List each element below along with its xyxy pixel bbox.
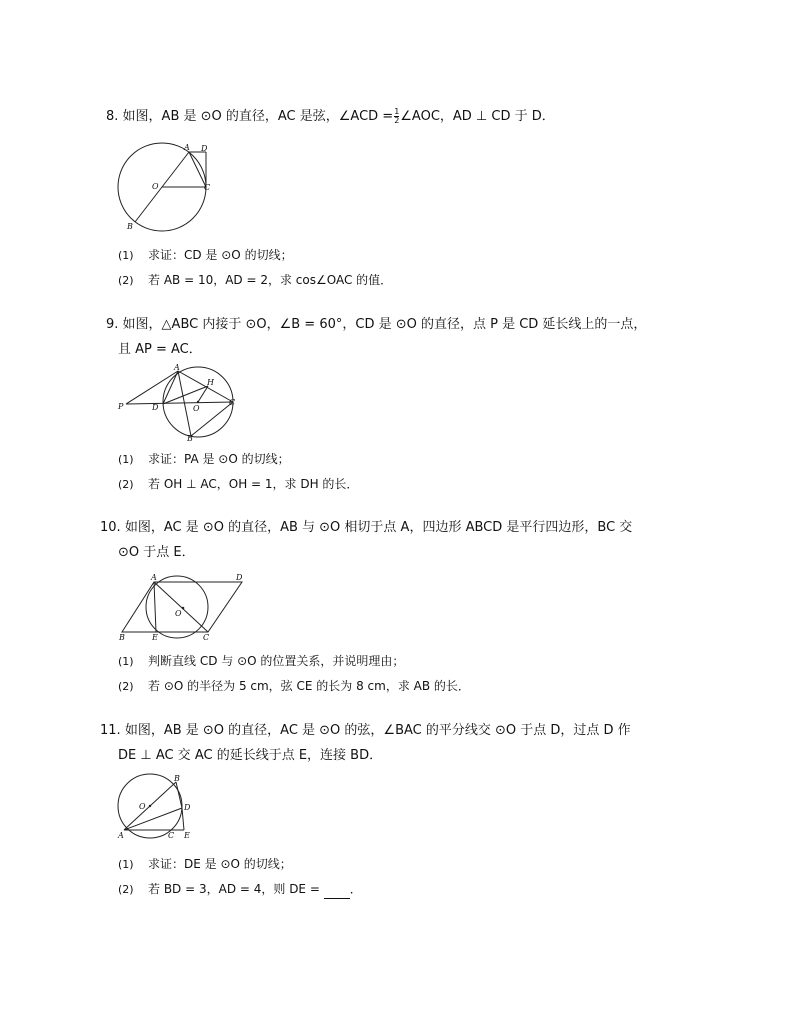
chord-ac — [189, 152, 206, 187]
question-10-figure — [112, 570, 262, 642]
question-8-figure — [112, 140, 216, 232]
label-c: C — [168, 831, 175, 840]
label-b: B — [127, 222, 133, 231]
question-number: 8. — [106, 109, 119, 124]
label-a: A — [184, 143, 190, 152]
label-d: D — [184, 803, 191, 812]
question-10-stem-line-1: 10. 如图，AC 是 ⊙O 的直径，AB 与 ⊙O 相切于点 A，四边形 ABCD 是平行四边形，BC 交 — [100, 520, 633, 535]
question-number: 10. — [100, 520, 121, 535]
label-b: B — [174, 774, 180, 783]
center-dot — [182, 607, 185, 610]
question-number: 11. — [100, 723, 121, 738]
question-8-part-2: (2) 若 AB = 10，AD = 2，求 cos∠OAC 的值． — [118, 273, 393, 287]
label-c: C — [203, 633, 210, 642]
stem-text-b: ∠AOC，AD ⊥ CD 于 D． — [400, 109, 555, 124]
question-11-part-2: (2) 若 BD = 3，AD = 4，则 DE = ． — [118, 880, 362, 899]
label-o: O — [152, 182, 159, 191]
label-p: P — [118, 402, 124, 411]
label-b: B — [119, 633, 125, 642]
question-11-figure — [112, 772, 202, 844]
answer-blank[interactable] — [324, 885, 350, 899]
fraction-half: $\frac{1}{2}$ — [394, 107, 400, 125]
line-pc — [126, 402, 233, 404]
diameter-ac — [154, 582, 208, 632]
label-o: O — [193, 404, 200, 413]
question-9-part-1: (1) 求证：PA 是 ⊙O 的切线； — [118, 452, 290, 466]
question-number: 9. — [106, 317, 119, 332]
label-d: D — [236, 573, 243, 582]
question-9-stem-line-1: 9. 如图，△ABC 内接于 ⊙O，∠B = 60°，CD 是 ⊙O 的直径，点 P 是 CD 延长线上的一点， — [106, 317, 647, 332]
segment-ae — [154, 582, 156, 632]
label-h: H — [207, 378, 214, 387]
label-d: D — [201, 144, 208, 153]
question-9-stem-line-2: 且 AP = AC． — [118, 342, 202, 357]
label-e: E — [152, 633, 158, 642]
question-8-part-1: (1) 求证：CD 是 ⊙O 的切线； — [118, 248, 293, 262]
label-c: C — [229, 398, 236, 407]
question-8-stem — [106, 108, 555, 126]
question-11-stem-line-1: 11. 如图，AB 是 ⊙O 的直径，AC 是 ⊙O 的弦，∠BAC 的平分线交 ⊙O 于点 D，过点 D 作 — [100, 723, 631, 738]
label-c: C — [204, 183, 211, 192]
segment-bd — [176, 782, 182, 808]
label-o: O — [175, 609, 182, 618]
label-e: E — [184, 831, 190, 840]
label-o: O — [139, 802, 146, 811]
question-10-stem-line-2: ⊙O 于点 E． — [118, 545, 195, 560]
segment-ab — [178, 371, 191, 436]
label-d: D — [152, 403, 159, 412]
stem-text-a: 如图，AB 是 ⊙O 的直径，AC 是弦，∠ACD = — [122, 109, 394, 124]
question-11-part-1: (1) 求证：DE 是 ⊙O 的切线； — [118, 857, 292, 871]
question-9-figure — [112, 362, 242, 442]
label-a: A — [151, 573, 157, 582]
label-b: B — [187, 434, 193, 443]
question-11-stem-line-2: DE ⊥ AC 交 AC 的延长线于点 E，连接 BD． — [118, 748, 383, 763]
chord-ad — [124, 808, 182, 830]
question-10-part-1: (1) 判断直线 CD 与 ⊙O 的位置关系，并说明理由； — [118, 654, 405, 668]
question-9-part-2: (2) 若 OH ⊥ AC，OH = 1，求 DH 的长． — [118, 477, 359, 491]
label-a: A — [118, 831, 124, 840]
parallelogram-abcd — [122, 582, 242, 632]
center-dot — [149, 805, 151, 807]
label-a: A — [174, 363, 180, 372]
center-dot — [197, 401, 199, 403]
question-10-part-2: (2) 若 ⊙O 的半径为 5 cm，弦 CE 的长为 8 cm，求 AB 的长． — [118, 679, 470, 693]
